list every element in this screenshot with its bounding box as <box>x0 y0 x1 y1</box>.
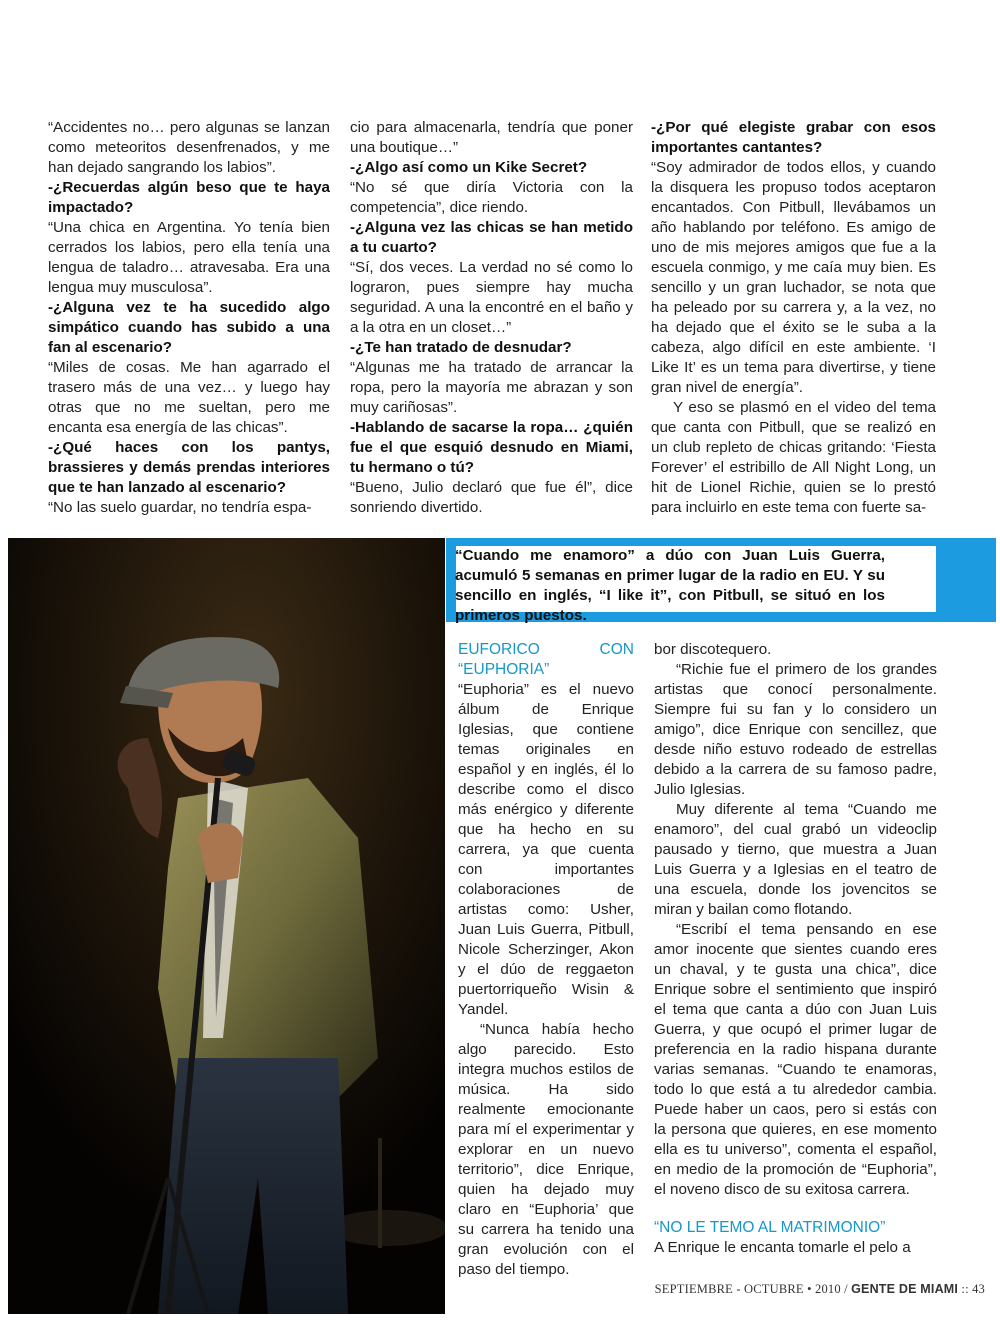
paragraph: bor discotequero. <box>654 641 772 658</box>
article-column-4 <box>458 640 634 1280</box>
article-column-1 <box>48 118 330 518</box>
paragraph: “No las suelo guardar, no tendría espa- <box>48 499 312 516</box>
paragraph: “Miles de cosas. Me han agarrado el trasero más de una vez… y luego hay otras que no me sueltan, pero me encanta esa energía de las chicas”. <box>48 359 330 436</box>
paragraph: “Sí, dos veces. La verdad no sé como lo lograron, pues siempre hay mucha seguridad. A una la encontré en el baño y a la otra en un closet…” <box>350 259 633 336</box>
interview-question: -¿Qué haces con los pantys, brassieres y demás prendas interiores que te han lanzado al escenario? <box>48 439 330 496</box>
callout-text: “Cuando me enamoro” a dúo con Juan Luis Guerra, acumuló 5 semanas en primer lugar de la radio en EU. Y su sencillo en inglés, “I like it”, con Pitbull, se situó en los primeros puestos. <box>455 547 885 624</box>
article-column-5 <box>654 640 937 1258</box>
magazine-name: GENTE DE MIAMI <box>851 1282 959 1296</box>
paragraph: “Bueno, Julio declaró que fue él”, dice sonriendo divertido. <box>350 479 633 516</box>
paragraph: cio para almacenarla, tendría que poner una boutique…” <box>350 119 633 156</box>
page-number: :: 43 <box>961 1282 985 1296</box>
interview-question: -¿Por qué elegiste grabar con esos importantes cantantes? <box>651 119 936 156</box>
paragraph: “Euphoria” es el nuevo álbum de Enrique Iglesias, que contiene temas originales en español y en inglés, él lo describe como el disco más enérgico y diferente que ha hecho en su carrera, ya que cuenta con importantes colaboraciones de artistas como: Usher, Juan Luis Guerra, Pitbull, Nicole Scherzinger, Akon y el dúo de reggaeton puertorriqueño Wisin & Yandel. <box>458 681 634 1018</box>
issue-date: SEPTIEMBRE - OCTUBRE • 2010 / <box>654 1282 848 1296</box>
paragraph: “Richie fue el primero de los grandes artistas que conocí personalmente. Siempre fui su fan y lo considero un amigo”, dice Enrique con sencillez, que desde niño estuvo rodeado de estrellas debido a la carrera de su famoso padre, Julio Iglesias. <box>654 661 937 798</box>
paragraph: “Accidentes no… pero algunas se lanzan como meteoritos desenfrenados, y me han dejado sangrando los labios”. <box>48 119 330 176</box>
section-subheading: EUFORICO CON “EUPHORIA” <box>458 641 634 678</box>
interview-question: -¿Alguna vez las chicas se han metido a tu cuarto? <box>350 219 633 256</box>
paragraph: Muy diferente al tema “Cuando me enamoro”, del cual grabó un videoclip pausado y tierno, que muestra a Juan Luis Guerra y a Iglesias en el teatro de una escuela, donde los jovencitos se miran y bailan como flotando. <box>654 801 937 918</box>
interview-question: -¿Algo así como un Kike Secret? <box>350 159 588 176</box>
paragraph: “Escribí el tema pensando en ese amor inocente que sientes cuando eres un chaval, y te gusta una chica”, dice Enrique sobre el sentimiento que inspiró el tema que canta a dúo con Juan Luis Guerra, y que ocupó el primer lugar de preferencia en la radio hispana durante varias semanas. “Cuando te enamoras, todo lo que está a tu alrededor cambia. Puede haber un caos, pero si estás con la persona que quieres, en ese momento ella es tu universo”, comenta el español, en medio de la promoción de “Euphoria”, el noveno disco de su exitosa carrera. <box>654 921 937 1198</box>
article-column-3 <box>651 118 936 518</box>
page-footer <box>600 1282 985 1297</box>
singer-photo <box>8 538 445 1314</box>
paragraph: “Algunas me ha tratado de arrancar la ropa, pero la mayoría me abrazan y son muy cariñosas”. <box>350 359 633 416</box>
paragraph: “Soy admirador de todos ellos, y cuando la disquera les propuso todos aceptaron encantados. Con Pitbull, llevábamos un año hablando por teléfono. Es amigo de uno de mis mejores amigos que fue a la escuela conmigo, y me caía muy bien. Es sencillo y un gran luchador, se nota que ha peleado por su carrera y, a la vez, no ha dejado que el éxito se le suba a la cabeza, algo difícil en este ambiente. ‘I Like It’ es un tema para divertirse, y tiene gran nivel de energía”. <box>651 159 936 396</box>
interview-question: -¿Recuerdas algún beso que te haya impactado? <box>48 179 330 216</box>
article-column-2 <box>350 118 633 518</box>
singer-on-stage-image <box>8 538 445 1314</box>
section-subheading: “NO LE TEMO AL MATRIMONIO” <box>654 1219 886 1236</box>
paragraph: “Nunca había hecho algo parecido. Esto integra muchos estilos de música. Ha sido realmente emocionante para mí el experimentar y explorar en un nuevo territorio”, dice Enrique, quien ha dejado muy claro en “Euphoria’ que su carrera ha tenido una gran evolución con el paso del tiempo. <box>458 1021 634 1278</box>
paragraph: “Una chica en Argentina. Yo tenía bien cerrados los labios, pero ella tenía una lengua de taladro… atravesaba. Era una lengua muy musculosa”. <box>48 219 330 296</box>
paragraph: “No sé que diría Victoria con la competencia”, dice riendo. <box>350 179 633 216</box>
paragraph: A Enrique le encanta tomarle el pelo a <box>654 1239 911 1256</box>
paragraph: Y eso se plasmó en el video del tema que canta con Pitbull, que se realizó en un club repleto de chicas gritando: ‘Fiesta Forever’ el estribillo de All Night Long, un hit de Lionel Richie, quien se lo prestó para incluirlo en este tema con fuerte sa- <box>651 399 936 516</box>
interview-question: -¿Alguna vez te ha sucedido algo simpático cuando has subido a una fan al escenario? <box>48 299 330 356</box>
interview-question: -¿Te han tratado de desnudar? <box>350 339 572 356</box>
interview-question: -Hablando de sacarse la ropa… ¿quién fue el que esquió desnudo en Miami, tu hermano o tú? <box>350 419 633 476</box>
